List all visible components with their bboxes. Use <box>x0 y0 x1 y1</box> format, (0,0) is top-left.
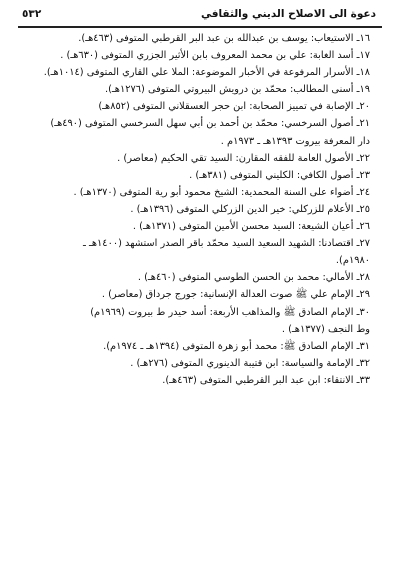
bibliography-entry-continuation: دار المعرفة بيروت ١٣٩٣هـ ـ ١٩٧٣م . <box>220 135 370 147</box>
bibliography-entry-continuation: وط النجف (١٣٧٧هـ) . <box>281 323 370 335</box>
bibliography-entry: ٢٨ـ الأمالي: محمد بن الحسن الطوسي المتوفى (٤٦٠هـ) . <box>137 272 370 284</box>
bibliography-entry: ١٦ـ الاستيعاب: يوسف بن عبدالله بن عبد البر القرطبي المتوفى (٤٦٣هـ). <box>78 33 370 44</box>
bibliography-entry: ٣٢ـ الإمامة والسياسة: ابن قتيبة الدينوري المتوفى (٢٧٦هـ) . <box>130 357 370 369</box>
bibliography-entry: ٣٠ـ الإمام الصادق ﷺ والمذاهب الأربعة: أسد حيدر ط بيروت (١٩٦٩م) <box>90 306 370 318</box>
bibliography-entry: ٢٩ـ الإمام علي ﷺ صوت العدالة الإنسانية: جورج جرداق (معاصر) . <box>101 289 370 301</box>
header-divider <box>18 26 382 28</box>
running-title: دعوة الى الاصلاح الديني والثقافي <box>200 8 376 20</box>
bibliography-entry: ٢٠ـ الإصابة في تمييز الصحابة: ابن حجر العسقلاني المتوفى (٨٥٢هـ) <box>98 101 370 113</box>
bibliography-list <box>25 30 370 389</box>
page-number: ٥٣٢ <box>22 8 42 20</box>
bibliography-entry: ٣١ـ الإمام الصادق ﷺ: محمد أبو زهرة المتوفى (١٣٩٤هـ ـ ١٩٧٤م). <box>103 340 370 352</box>
bibliography-entry: ٢٢ـ الأصول العامة للفقه المقارن: السيد تقي الحكيم (معاصر) . <box>117 152 370 164</box>
bibliography-entry: ٢٤ـ أضواء على السنة المحمدية: الشيخ محمود أبو رية المتوفى (١٣٧٠هـ) . <box>73 186 370 198</box>
page-header <box>18 6 382 24</box>
bibliography-entry: ٢١ـ أصول السرخسي: محمّد بن أحمد بن أبي سهل السرخسي المتوفى (٤٩٠هـ) <box>50 118 370 130</box>
bibliography-entry: ٢٥ـ الأعلام للزركلي: خير الدين الزركلي المتوفى (١٣٩٦هـ) . <box>130 203 370 215</box>
bibliography-entry: ٢٦ـ أعيان الشيعة: السيد محسن الأمين المتوفى (١٣٧١هـ) . <box>132 221 370 233</box>
bibliography-entry-continuation: ١٩٨٠م). <box>335 255 370 267</box>
bibliography-entry: ٢٧ـ اقتصادنا: الشهيد السعيد السيد محمّد باقر الصدر استشهد (١٤٠٠هـ ـ <box>83 238 370 250</box>
bibliography-entry: ١٨ـ الأسرار المرفوعة في الأخبار الموضوعة: الملا علي القاري المتوفى (١٠١٤هـ). <box>43 67 370 79</box>
bibliography-entry: ١٩ـ أسنى المطالب: محمّد بن درويش البيروتي المتوفى (١٢٧٦هـ). <box>104 84 370 96</box>
bibliography-entry: ٢٣ـ أصول الكافي: الكليني المتوفى (٣٨١هـ) . <box>189 169 370 181</box>
bibliography-entry: ٣٣ـ الانتقاء: ابن عبد البر القرطبي المتوفى (٤٦٣هـ). <box>162 374 370 386</box>
bibliography-entry: ١٧ـ أسد الغابة: علي بن محمد المعروف بابن الأثير الجزري المتوفى (٦٣٠هـ) . <box>60 50 370 62</box>
